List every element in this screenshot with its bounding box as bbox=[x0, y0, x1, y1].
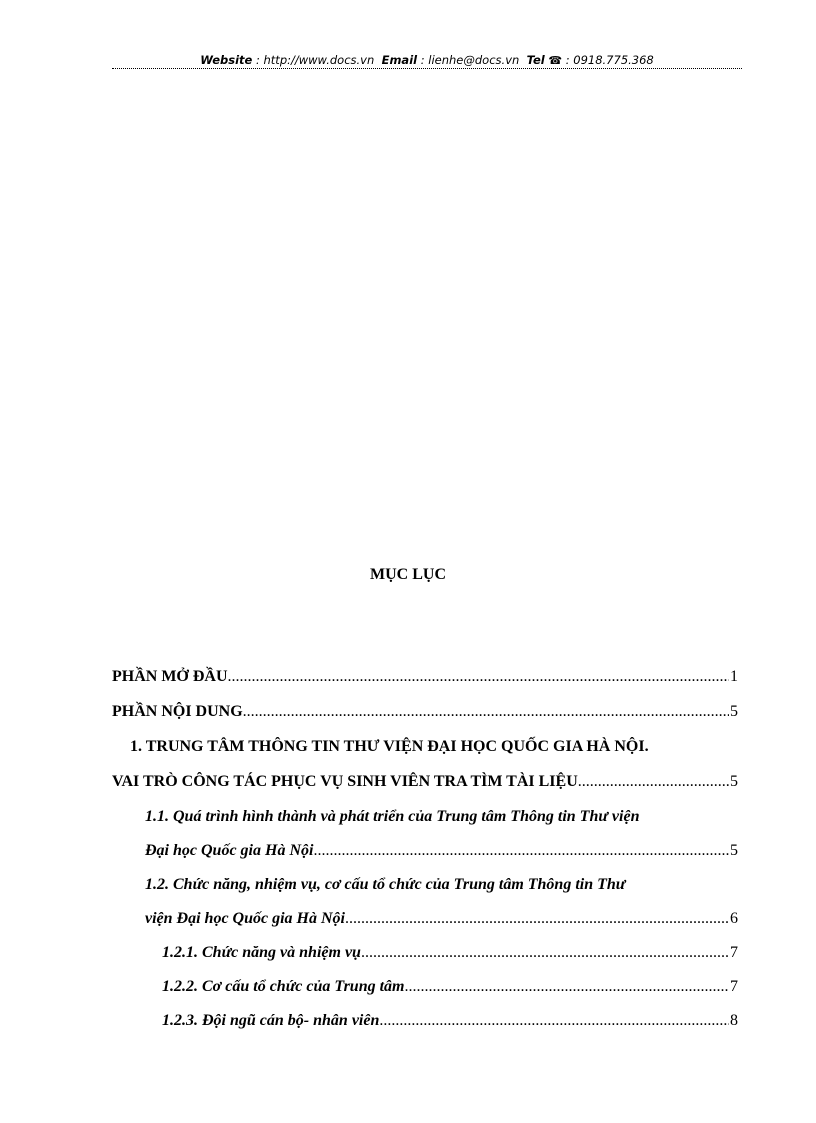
toc-entry[interactable] bbox=[145, 806, 738, 828]
toc-entry[interactable] bbox=[130, 736, 738, 758]
toc-entry[interactable] bbox=[162, 1010, 738, 1032]
toc-page-number: 5 bbox=[730, 773, 738, 790]
website-label: Website bbox=[200, 53, 253, 67]
toc-leader bbox=[243, 701, 729, 723]
toc-entry-text: 1.2.2. Cơ cấu tổ chức của Trung tâm bbox=[162, 978, 405, 995]
toc-page-number: 6 bbox=[730, 910, 738, 927]
toc-entry[interactable] bbox=[162, 976, 738, 998]
toc-leader bbox=[345, 908, 729, 930]
toc-entry-text: 1.1. Quá trình hình thành và phát triển của Trung tâm Thông tin Thư viện bbox=[145, 808, 640, 825]
toc-page-number: 7 bbox=[730, 944, 738, 961]
toc-entry-continuation[interactable] bbox=[145, 840, 738, 862]
toc-entry-text: viện Đại học Quốc gia Hà Nội bbox=[145, 910, 345, 927]
toc-entry-text: PHẦN NỘI DUNG bbox=[112, 703, 243, 720]
toc-entry-text: 1.2.1. Chức năng và nhiệm vụ bbox=[162, 944, 361, 961]
toc-entry[interactable] bbox=[162, 942, 738, 964]
email-address[interactable]: : lienhe@docs.vn bbox=[420, 53, 520, 67]
toc-leader bbox=[361, 942, 729, 964]
toc-entry-text: 1.2. Chức năng, nhiệm vụ, cơ cấu tổ chức của Trung tâm Thông tin Thư bbox=[145, 876, 626, 893]
toc-entry-text: Đại học Quốc gia Hà Nội bbox=[145, 842, 314, 859]
toc-page-number: 5 bbox=[730, 703, 738, 720]
toc-entry-text: VAI TRÒ CÔNG TÁC PHỤC VỤ SINH VIÊN TRA TÌM TÀI LIỆU bbox=[112, 773, 578, 790]
header-divider bbox=[112, 68, 742, 69]
toc-entry-continuation[interactable] bbox=[112, 771, 738, 793]
toc-page-number: 1 bbox=[730, 668, 738, 685]
phone-icon: ☎ bbox=[548, 54, 563, 67]
toc-entry[interactable] bbox=[145, 874, 738, 896]
toc-page-number: 7 bbox=[730, 978, 738, 995]
toc-entry[interactable] bbox=[112, 666, 738, 688]
toc-entry[interactable] bbox=[112, 701, 738, 723]
toc-leader bbox=[578, 771, 729, 793]
tel-label: Tel bbox=[526, 53, 545, 67]
page-title: MỤC LỤC bbox=[370, 566, 446, 583]
toc-entry-text: 1. TRUNG TÂM THÔNG TIN THƯ VIỆN ĐẠI HỌC QUỐC GIA HÀ NỘI. bbox=[130, 738, 649, 755]
phone-number: : 0918.775.368 bbox=[565, 53, 654, 67]
website-url[interactable]: : http://www.docs.vn bbox=[255, 53, 375, 67]
toc-entry-text: 1.2.3. Đội ngũ cán bộ- nhân viên bbox=[162, 1012, 380, 1029]
page-header bbox=[112, 52, 742, 68]
toc-entry-text: PHẦN MỞ ĐẦU bbox=[112, 668, 228, 685]
toc-leader bbox=[313, 840, 729, 862]
toc-leader bbox=[379, 1010, 729, 1032]
toc-page-number: 8 bbox=[730, 1012, 738, 1029]
email-label: Email bbox=[381, 53, 418, 67]
toc-entry-continuation[interactable] bbox=[145, 908, 738, 930]
toc-page-number: 5 bbox=[730, 842, 738, 859]
toc-leader bbox=[228, 666, 729, 688]
toc-leader bbox=[404, 976, 729, 998]
